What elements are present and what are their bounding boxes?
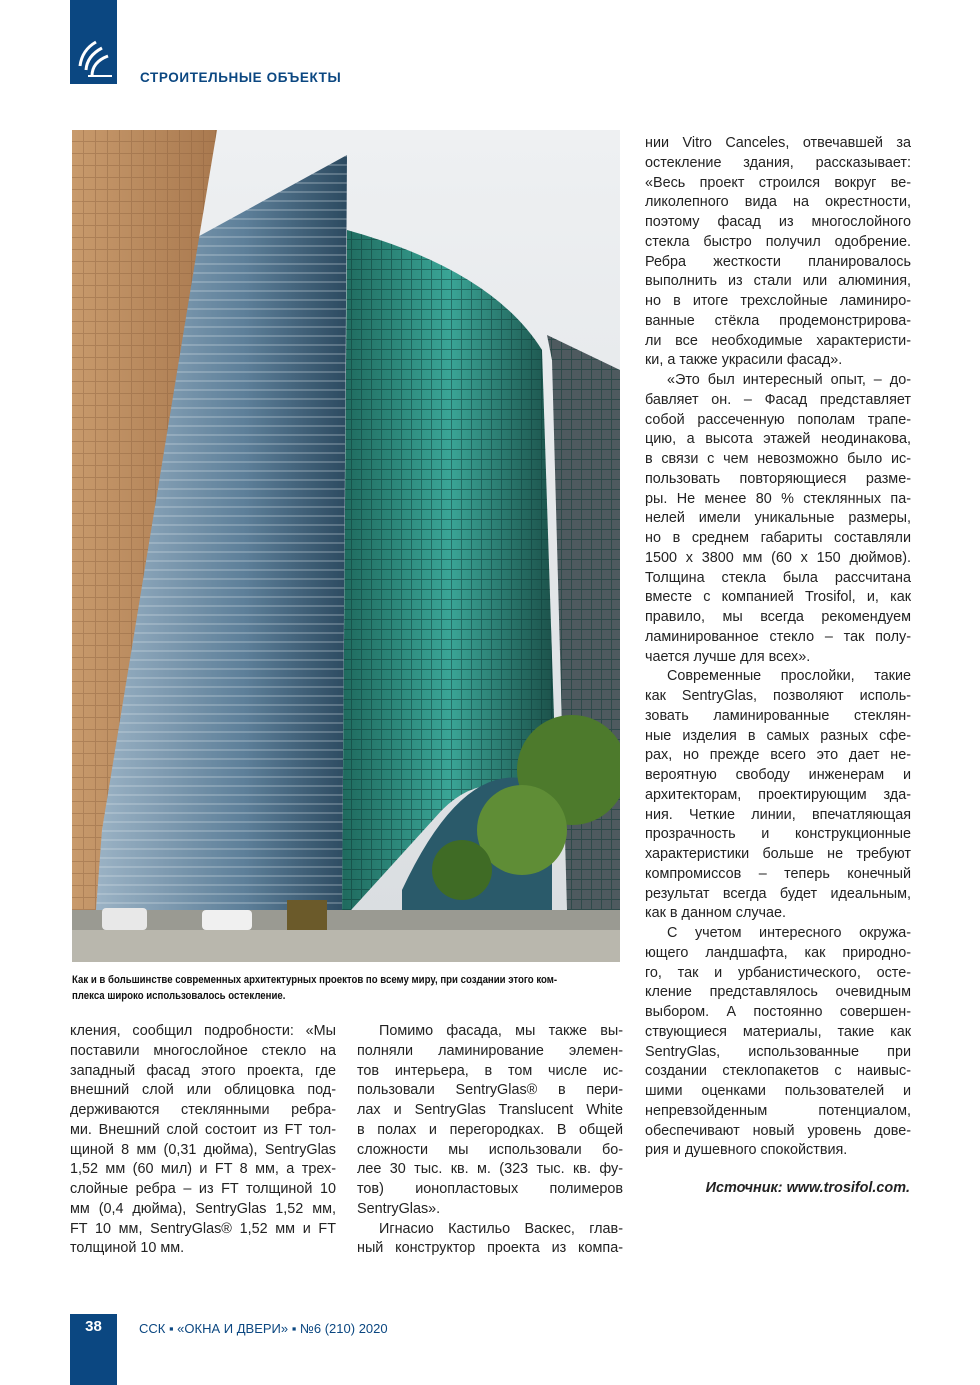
text-line: рия и душевного спокойствия. (645, 1142, 848, 1159)
text-line: полняли ламинирование элемен- (357, 1042, 623, 1059)
text-column-2 (357, 1022, 623, 1259)
text-line: щиной 8 мм (0,31 дюйма), SentryGlas (70, 1141, 336, 1158)
text-line: результат всегда будет идеальным, (645, 885, 911, 902)
text-line: ми. Внешний слой состоит из FT тол- (70, 1121, 336, 1138)
text-line: остекление здания, рассказывает: (645, 154, 911, 171)
text-line: тов) ионопластовых полимеров (357, 1181, 623, 1197)
text-line: в полах и перегородках. В общей (357, 1121, 623, 1138)
text-line: характеристики больше не требуют (645, 846, 911, 862)
text-line: ный конструктор проекта из компа- (357, 1240, 623, 1257)
text-line: непревзойденным потенциалом, (645, 1102, 911, 1119)
text-line: 1500 x 3800 мм (60 x 150 дюймов). (645, 549, 911, 566)
paragraph (70, 1022, 336, 1259)
text-line: лах и SentryGlas Translucent White (357, 1102, 623, 1118)
paragraph (357, 1022, 623, 1220)
text-line: чается лучше для всех». (645, 648, 811, 665)
text-line: пользовать повторяющиеся разме- (645, 470, 911, 487)
magazine-logo-icon (74, 36, 114, 80)
paragraph (357, 1220, 623, 1260)
text-line: выбором. А постоянно совершен- (645, 1004, 911, 1020)
text-line: Толщина стекла была рассчитана (645, 569, 911, 586)
text-line: прозрачность и конструкционные (645, 826, 911, 843)
publication-footer: ССК ▪ «ОКНА И ДВЕРИ» ▪ №6 (210) 2020 (139, 1321, 388, 1336)
text-line: держиваются стеклянными ребра- (70, 1102, 336, 1118)
text-line: FT 10 мм, SentryGlas® 1,52 мм и FT (70, 1220, 336, 1237)
text-line: сложности мы использовали бо- (357, 1141, 623, 1158)
text-line: архитекторам, проектирующим зда- (645, 786, 911, 803)
text-line: шими оценками пользователей и (645, 1083, 911, 1099)
text-line: как SentryGlas, позволяют исполь- (645, 688, 911, 704)
text-line: толщиной 10 мм. (70, 1240, 185, 1257)
text-line: ния. Четкие линии, впечатляющая (645, 806, 911, 823)
text-line: мм (0,4 дюйма), SentryGlas 1,52 мм, (70, 1200, 336, 1217)
text-line: но в среднем габариты составляли (645, 530, 911, 546)
text-column-1 (70, 1022, 336, 1259)
building-photo (72, 130, 620, 962)
source-credit: Источник: www.trosifol.com. (705, 1180, 910, 1196)
text-line: ры. Не менее 80 % стеклянных па- (645, 490, 911, 507)
text-line: обеспечивают новый уровень дове- (645, 1122, 911, 1139)
paragraph (645, 667, 911, 924)
text-line: цию, а высота этажей неодинакова, (645, 431, 911, 448)
text-line: SentryGlas». (357, 1200, 441, 1217)
caption-line: плекса широко использовалось остекление. (72, 990, 286, 1002)
text-line: ванные стёкла продемонстрирова- (645, 312, 911, 329)
text-line: SentryGlas, использованные при (645, 1043, 911, 1060)
caption-line: Как и в большинстве современных архитектурных проектов по всему миру, при создании этого ком- (72, 974, 558, 986)
text-line: западный фасад этого проекта, где (70, 1062, 336, 1079)
text-line: тов интерьера, в том числе ис- (357, 1062, 623, 1079)
text-line: компромиссов – теперь конечный (645, 865, 911, 882)
text-line: создании стеклопакетов с наивыс- (645, 1063, 911, 1080)
text-line: ные изделия в самых разных сфе- (645, 727, 911, 744)
text-line: Помимо фасада, мы также вы- (379, 1023, 623, 1039)
paragraph (645, 134, 911, 371)
text-line: поставили многослойное стекло на (70, 1042, 336, 1059)
text-line: поэтому фасад из многослойного (645, 214, 911, 230)
text-line: «Весь проект строился вокруг ве- (645, 174, 911, 191)
paragraph (645, 371, 911, 667)
text-line: вместе с компанией Trosifol, и, как (645, 589, 911, 606)
paragraph (645, 924, 911, 1161)
text-line: го, так и урбанистического, осте- (645, 964, 911, 981)
text-line: стекла быстро получил одобрение. (645, 233, 911, 250)
text-line: С учетом интересного окружа- (667, 925, 911, 941)
text-line: кления, сообщил подробности: «Мы (70, 1023, 336, 1039)
text-line: вероятную свободу инженерам и (645, 767, 911, 783)
text-line: нии Vitro Canceles, отвечавшей за (645, 135, 911, 151)
text-line: внешний слой или облицовка под- (70, 1082, 336, 1099)
text-line: ющего ландшафта, как природно- (645, 944, 911, 961)
text-line: ствующиеся материалы, такие как (645, 1023, 911, 1040)
text-line: но в итоге трехслойные ламиниро- (645, 293, 911, 309)
text-line: лее 30 тыс. кв. м. (323 тыс. кв. фу- (357, 1161, 623, 1178)
text-line: выполнить из стали или алюминия, (645, 273, 911, 290)
text-line: пользовали SentryGlas® в пери- (357, 1082, 623, 1099)
text-line: 1,52 мм (60 мил) и FT 8 мм, а трех- (70, 1161, 336, 1178)
text-line: зовать ламинированные стеклян- (645, 707, 911, 724)
photo-caption (72, 972, 622, 1004)
section-title: СТРОИТЕЛЬНЫЕ ОБЪЕКТЫ (140, 70, 342, 85)
text-line: нелей имели уникальные размеры, (645, 510, 911, 527)
text-line: в связи с чем невозможно было ис- (645, 451, 911, 467)
text-line: «Это был интересный опыт, – до- (667, 372, 911, 388)
page-number: 38 (85, 1318, 102, 1335)
text-line: Ребра жесткости планировалось (645, 253, 911, 270)
text-line: ламинированное стекло – так полу- (645, 628, 911, 645)
text-line: Игнасио Кастильо Васкес, глав- (379, 1220, 623, 1237)
text-line: ки, а также украсили фасад». (645, 352, 843, 369)
text-line: рах, но прежде всего это дает не- (645, 747, 911, 764)
text-line: ликолепного вида на окрестности, (645, 194, 911, 211)
text-line: ли все необходимые характеристи- (645, 332, 911, 349)
text-line: собой рассеченную пополам трапе- (645, 411, 911, 428)
text-line: слойные ребра – из FT толщиной 10 (70, 1181, 336, 1197)
text-line: Современные прослойки, такие (667, 668, 911, 685)
text-line: как в данном случае. (645, 905, 787, 922)
text-line: бавляет он. – Фасад представляет (645, 391, 911, 408)
text-line: правило, мы всегда рекомендуем (645, 609, 911, 625)
text-line: кление представлялось очевидным (645, 984, 911, 1001)
text-column-right (645, 134, 911, 1161)
